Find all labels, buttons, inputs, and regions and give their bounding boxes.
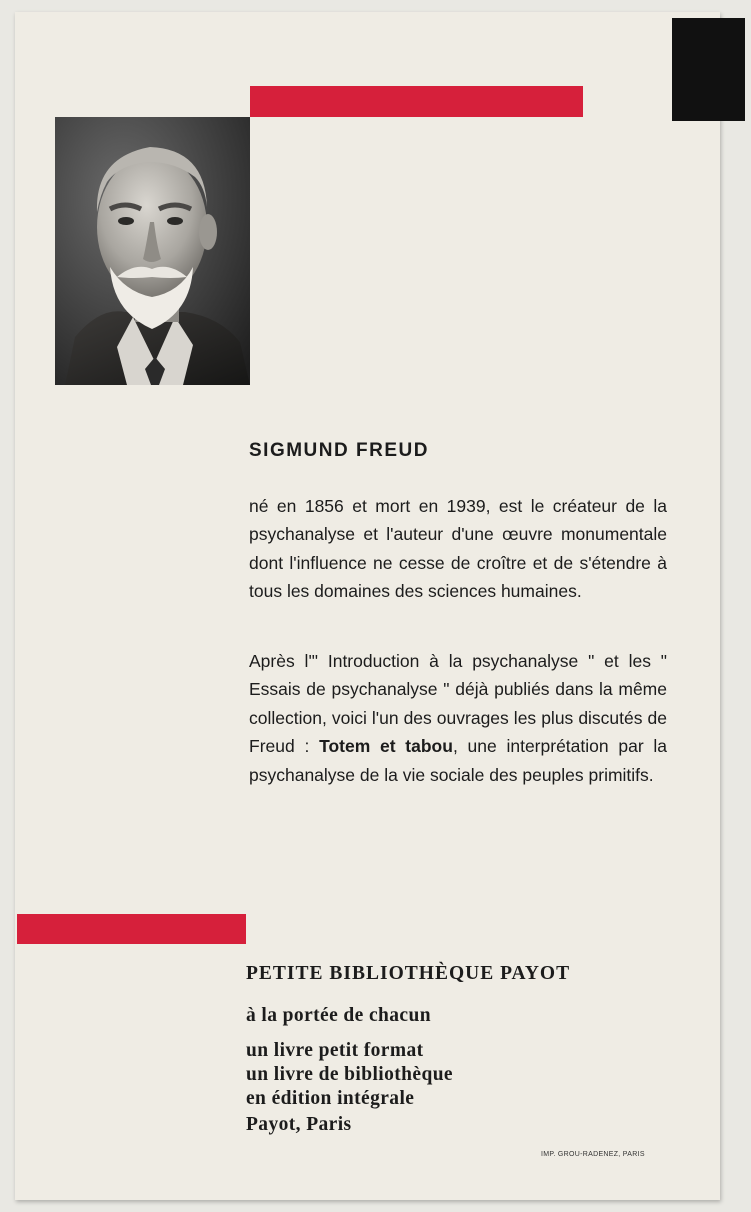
series-title: PETITE BIBLIOTHÈQUE PAYOT (246, 963, 571, 984)
corner-black-block (672, 18, 745, 121)
series-line-library: un livre de bibliothèque (246, 1064, 453, 1085)
book-title: Totem et tabou (319, 736, 453, 757)
book-description-paragraph (249, 647, 667, 789)
printer-imprint: IMP. GROU-RADENEZ, PARIS (541, 1151, 645, 1158)
bottom-red-bar (17, 914, 246, 944)
description-text-start: Après l'" Introduction à la psychanalyse " et les " Essais de psychanalyse " déjà publiés dans la même collection, voici l'un des ouvrages les plus discutés de Freud : (249, 651, 667, 757)
series-line-format: un livre petit format (246, 1040, 424, 1061)
author-name: SIGMUND FREUD (249, 440, 429, 461)
series-tagline: à la portée de chacun (246, 1005, 431, 1026)
author-portrait (55, 117, 250, 385)
author-portrait-photo-icon (55, 117, 250, 385)
publisher-name: Payot, Paris (246, 1114, 352, 1135)
description-text-end: , une interprétation par la psychanalyse de la vie sociale des peuples primitifs. (249, 736, 667, 785)
top-red-bar (250, 86, 583, 117)
author-bio-paragraph: né en 1856 et mort en 1939, est le créateur de la psychanalyse et l'auteur d'une œuvre monumentale dont l'influence ne cesse de croître et de s'étendre à tous les domaines des sciences humaines. (249, 496, 667, 602)
series-line-edition: en édition intégrale (246, 1088, 415, 1109)
